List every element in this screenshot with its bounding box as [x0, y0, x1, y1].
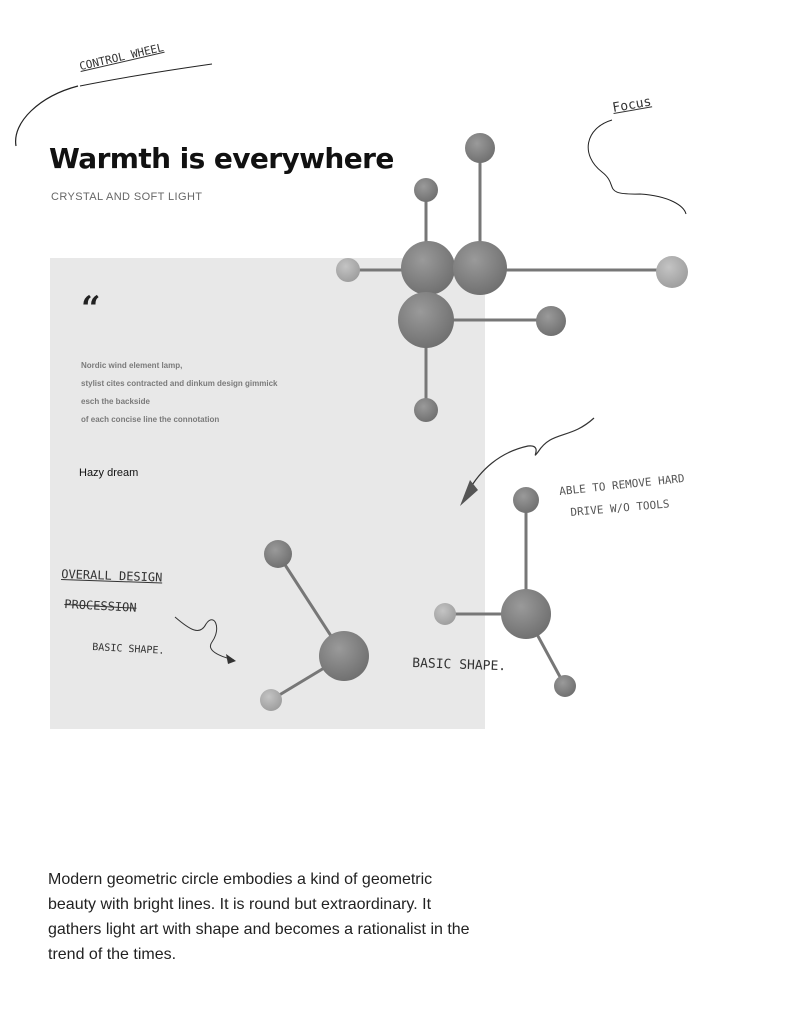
basic-shape-arrow-head: [226, 654, 236, 664]
note-focus: Focus: [611, 94, 653, 116]
quote-line: of each concise line the connotation: [81, 415, 220, 424]
description-paragraph: Modern geometric circle embodies a kind of geometric beauty with bright lines. It is round but extraordinary. It gathers light art with shape and becomes a rationalist in the trend of the times.: [48, 871, 470, 963]
lamp-sphere: [398, 292, 454, 348]
basic-shape-loop-arrow: [175, 617, 234, 660]
lamp-sphere: [513, 487, 539, 513]
page-subtitle: CRYSTAL AND SOFT LIGHT: [51, 191, 203, 203]
quote-tag: Hazy dream: [79, 467, 139, 479]
lamp-sphere: [465, 133, 495, 163]
lamp-sphere: [336, 258, 360, 282]
lamp-sphere: [656, 256, 688, 288]
quote-line: stylist cites contracted and dinkum design gimmick: [81, 379, 278, 388]
lamp-sphere: [453, 241, 507, 295]
lamp-sphere: [554, 675, 576, 697]
note-remove-drive-line1: ABLE TO REMOVE HARD: [558, 471, 686, 498]
quote-line: Nordic wind element lamp,: [81, 361, 183, 370]
lamp-sphere: [414, 178, 438, 202]
control-wheel-pointer-line: [16, 86, 78, 146]
upper-lamp: [336, 133, 688, 422]
quote-line: esch the backside: [81, 397, 150, 406]
lamp-sphere: [401, 241, 455, 295]
quote-mark-icon: “: [81, 289, 101, 329]
lamp-sphere: [536, 306, 566, 336]
arrow-squiggle-line: [468, 418, 594, 492]
note-overall-design: OVERALL DESIGN: [61, 567, 163, 585]
lamp-sphere: [264, 540, 292, 568]
lamp-sphere: [319, 631, 369, 681]
lamp-sphere: [260, 689, 282, 711]
note-control-wheel: CONTROL WHEEL: [78, 40, 165, 73]
note-basic-shape-small: BASIC SHAPE.: [92, 642, 165, 657]
note-procession: PROCESSION: [64, 597, 137, 615]
lamp-sphere: [414, 398, 438, 422]
arrow-head: [460, 480, 478, 506]
lamp-sphere: [501, 589, 551, 639]
note-basic-shape-large: BASIC SHAPE.: [412, 656, 507, 675]
lamp-sphere: [434, 603, 456, 625]
lower-left-lamp: [260, 540, 369, 711]
focus-pointer-line: [588, 120, 686, 214]
page-title: Warmth is everywhere: [49, 142, 394, 175]
note-remove-drive-line2: DRIVE W/O TOOLS: [569, 497, 670, 519]
